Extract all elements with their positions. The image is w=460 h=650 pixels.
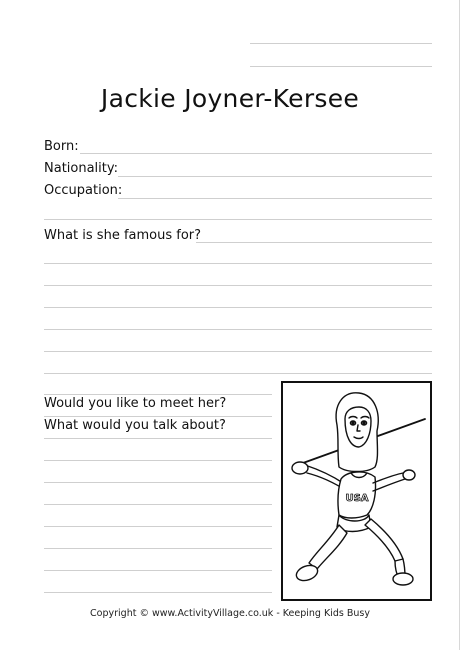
writing-line (44, 394, 272, 395)
copyright-footer: Copyright © www.ActivityVillage.co.uk - Keeping Kids Busy (90, 608, 370, 619)
meet-question: Would you like to meet her? (44, 396, 227, 411)
talk-about-question: What would you talk about? (44, 418, 226, 433)
born-label: Born: (44, 139, 79, 154)
name-line (250, 43, 432, 44)
nationality-label: Nationality: (44, 161, 119, 176)
writing-line (44, 329, 432, 330)
writing-line (44, 351, 432, 352)
writing-line (44, 504, 272, 505)
athlete-picture-frame (281, 381, 432, 601)
writing-line (44, 592, 272, 593)
famous-for-question: What is she famous for? (44, 228, 202, 243)
occupation-label: Occupation: (44, 183, 123, 198)
writing-line (44, 482, 272, 483)
writing-line (44, 526, 272, 527)
occupation-line (118, 198, 432, 199)
date-line (250, 66, 432, 67)
writing-line (44, 570, 272, 571)
writing-line (44, 263, 432, 264)
page-title: Jackie Joyner-Kersee (100, 84, 360, 113)
famous-for-line (196, 242, 432, 243)
writing-line (44, 307, 432, 308)
writing-line (44, 548, 272, 549)
writing-line (44, 416, 272, 417)
writing-line (44, 219, 432, 220)
born-line (80, 153, 432, 154)
writing-line (44, 438, 272, 439)
writing-line (44, 373, 432, 374)
nationality-line (118, 176, 432, 177)
writing-line (44, 285, 432, 286)
javelin-thrower-illustration (283, 383, 430, 599)
shirt-text: USA (345, 493, 369, 504)
writing-line (44, 460, 272, 461)
